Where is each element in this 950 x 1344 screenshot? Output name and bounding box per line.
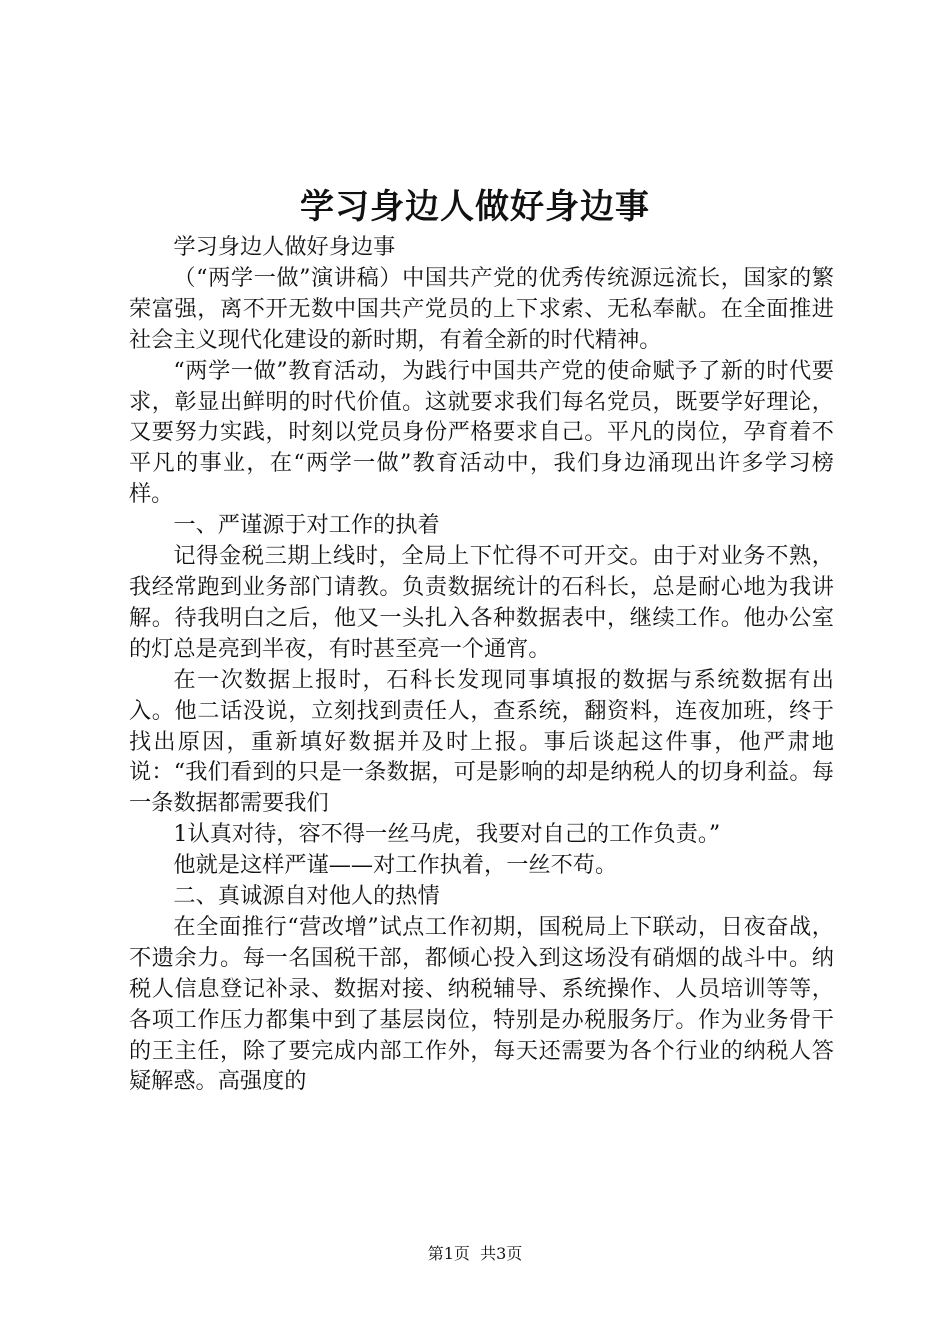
- page-footer: [0, 1243, 950, 1265]
- paragraph: 记得金税三期上线时，全局上下忙得不可开交。由于对业务不熟，我经常跑到业务部门请教。负责数据统计的石科长，总是耐心地为我讲解。待我明白之后，他又一头扎入各种数据表中，继续工作。他办公室的灯总是亮到半夜，有时甚至亮一个通宵。: [129, 543, 834, 662]
- page-number: 第1页 共3页: [427, 1244, 523, 1263]
- paragraph: “两学一做”教育活动，为践行中国共产党的使命赋予了新的时代要求，彰显出鲜明的时代价值。这就要求我们每名党员，既要学好理论，又要努力实践，时刻以党员身份严格要求自己。平凡的岗位，孕育着不平凡的事业，在“两学一做”教育活动中，我们身边涌现出许多学习榜样。: [129, 357, 834, 508]
- paragraph: 在一次数据上报时，石科长发现同事填报的数据与系统数据有出入。他二话没说，立刻找到责任人，查系统，翻资料，连夜加班，终于找出原因，重新填好数据并及时上报。事后谈起这件事，他严肃地说：“我们看到的只是一条数据，可是影响的却是纳税人的切身利益。每一条数据都需要我们: [129, 666, 834, 817]
- paragraph: 1认真对待，容不得一丝马虎，我要对自己的工作负责。”: [173, 821, 721, 848]
- paragraph: 学习身边人做好身边事: [173, 234, 396, 260]
- document-title: 学习身边人做好身边事: [300, 187, 650, 227]
- paragraph: 在全面推行“营改增”试点工作初期，国税局上下联动，日夜奋战，不遗余力。每一名国税干部，都倾心投入到这场没有硝烟的战斗中。纳税人信息登记补录、数据对接、纳税辅导、系统操作、人员培训等等，各项工作压力都集中到了基层岗位，特别是办税服务厅。作为业务骨干的王主任，除了要完成内部工作外，每天还需要为各个行业的纳税人答疑解惑。高强度的: [129, 913, 834, 1095]
- paragraph: 他就是这样严谨——对工作执着，一丝不苟。: [173, 852, 618, 879]
- paragraph: （“两学一做”演讲稿）中国共产党的优秀传统源远流长，国家的繁荣富强，离不开无数中国共产党员的上下求索、无私奉献。在全面推进社会主义现代化建设的新时期，有着全新的时代精神。: [129, 264, 834, 353]
- section-heading: 二、真诚源自对他人的热情: [173, 883, 440, 910]
- section-heading: 一、严谨源于对工作的执着: [173, 512, 440, 539]
- document-body: [129, 232, 834, 1097]
